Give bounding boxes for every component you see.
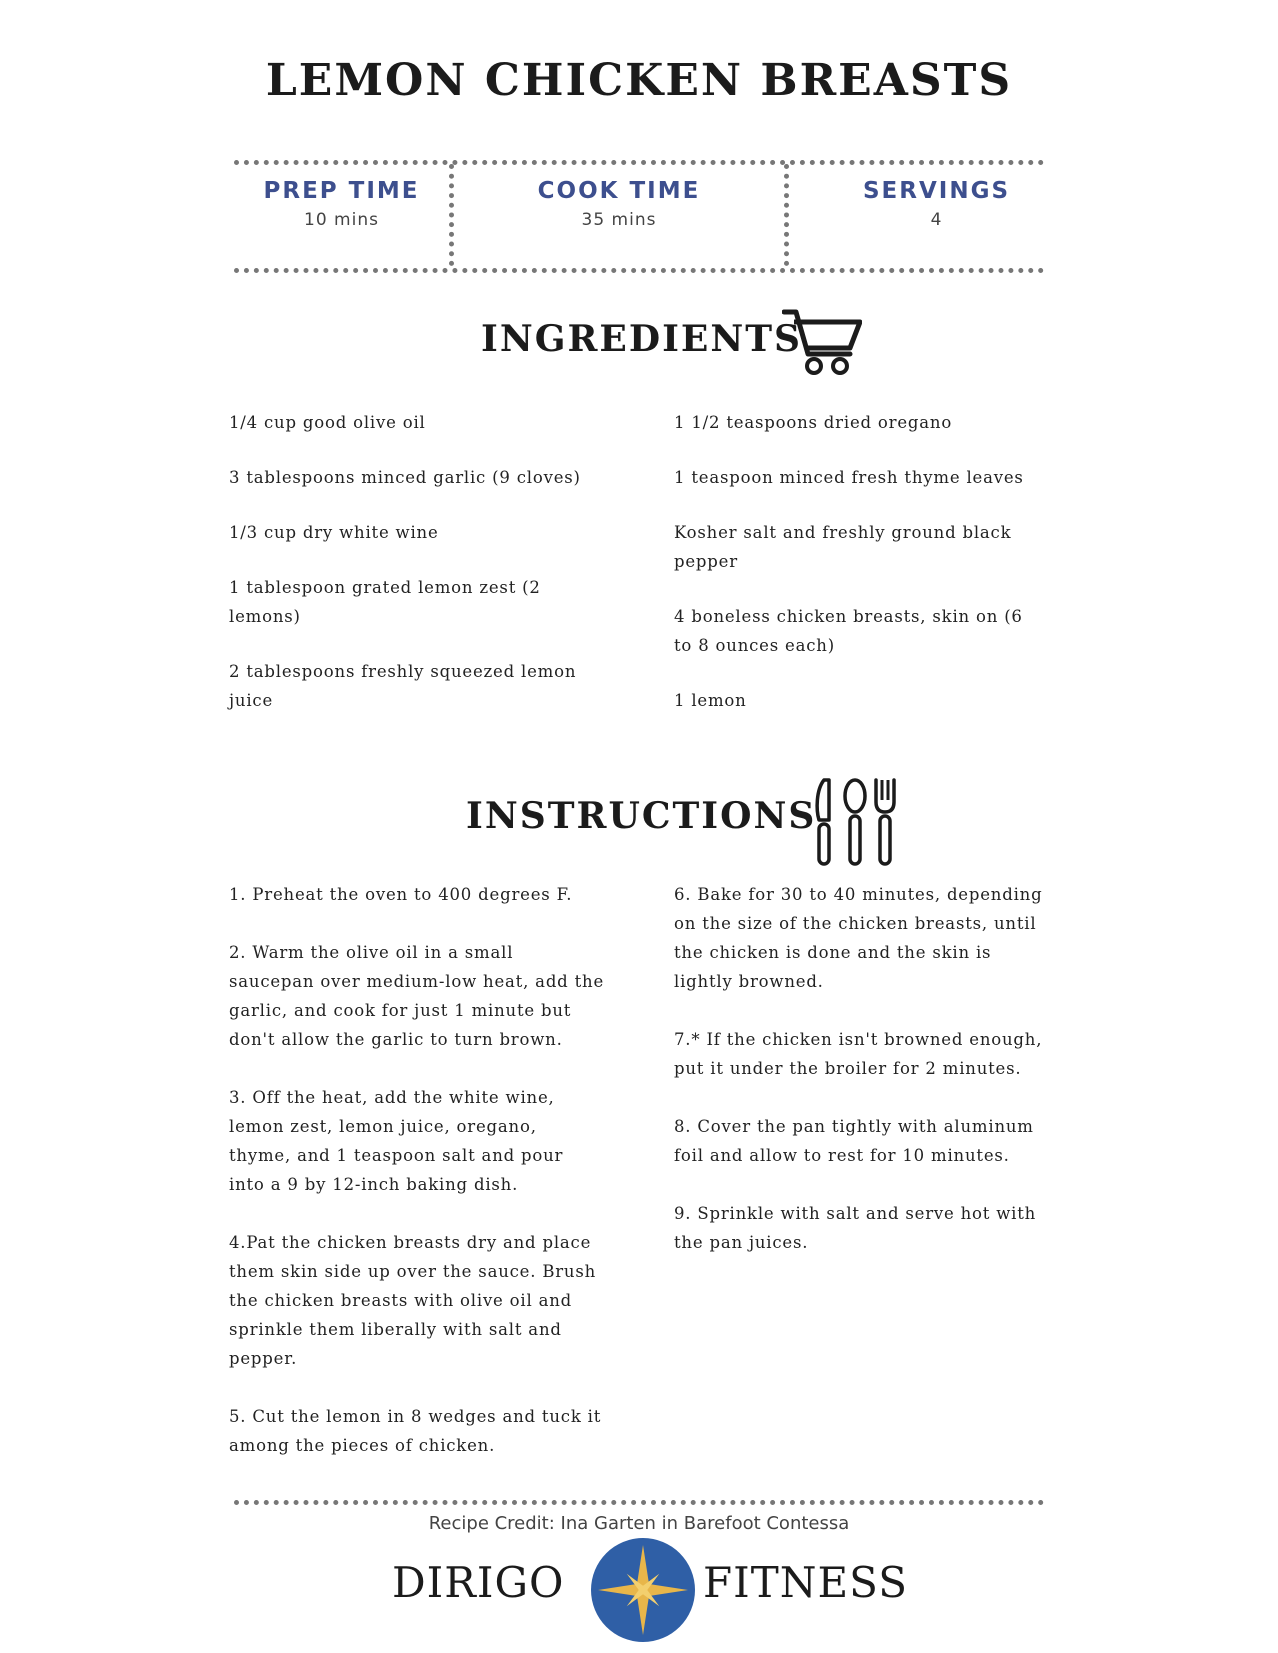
instruction-step: 9. Sprinkle with salt and serve hot with the pan juices. [674, 1204, 1037, 1252]
instruction-step: 2. Warm the olive oil in a small saucepan over medium-low heat, add the garlic, and cook for just 1 minute but don't allow the garlic to turn brown. [229, 943, 605, 1049]
instructions-right-column [674, 880, 1044, 1286]
stats-top-divider [234, 160, 1044, 165]
ingredient-item: 2 tablespoons freshly squeezed lemon juice [229, 662, 577, 710]
ingredient-item: 1/3 cup dry white wine [229, 523, 439, 542]
footer-divider [234, 1500, 1044, 1505]
shopping-cart-icon [782, 308, 862, 376]
cook-time-stat [454, 178, 784, 230]
instruction-step: 3. Off the heat, add the white wine, lemon zest, lemon juice, oregano, thyme, and 1 teaspoon salt and pour into a 9 by 12-inch baking dish. [229, 1088, 564, 1194]
cutlery-icon [812, 776, 898, 868]
ingredient-item: 1/4 cup good olive oil [229, 413, 426, 432]
stats-bottom-divider [234, 268, 1044, 273]
ingredients-left-column [229, 408, 599, 741]
prep-time-stat [234, 178, 449, 230]
ingredients-right-column [674, 408, 1044, 741]
instruction-step: 6. Bake for 30 to 40 minutes, depending on the size of the chicken breasts, until the chicken is done and the skin is lightly browned. [674, 885, 1043, 991]
cook-time-value: 35 mins [581, 210, 657, 230]
recipe-credit: Recipe Credit: Ina Garten in Barefoot Contessa [428, 1513, 850, 1534]
servings-stat [789, 178, 1084, 230]
ingredient-item: Kosher salt and freshly ground black pepper [674, 523, 1012, 571]
brand-name-left: DIRIGO [392, 1558, 565, 1607]
ingredient-item: 3 tablespoons minced garlic (9 cloves) [229, 468, 581, 487]
ingredient-item: 4 boneless chicken breasts, skin on (6 to 8 ounces each) [674, 607, 1023, 655]
ingredient-item: 1 tablespoon grated lemon zest (2 lemons) [229, 578, 541, 626]
instructions-heading: INSTRUCTIONS [466, 795, 817, 837]
ingredient-item: 1 lemon [674, 691, 747, 710]
instruction-step: 8. Cover the pan tightly with aluminum foil and allow to rest for 10 minutes. [674, 1117, 1034, 1165]
ingredient-item: 1 teaspoon minced fresh thyme leaves [674, 468, 1024, 487]
instruction-step: 1. Preheat the oven to 400 degrees F. [229, 885, 573, 904]
ingredient-item: 1 1/2 teaspoons dried oregano [674, 413, 953, 432]
compass-star-logo [590, 1537, 696, 1643]
instruction-step: 4.Pat the chicken breasts dry and place them skin side up over the sauce. Brush the chicken breasts with olive oil and sprinkle them liberally with salt and pepper. [229, 1233, 597, 1368]
servings-label: SERVINGS [862, 178, 1011, 204]
recipe-title: LEMON CHICKEN BREASTS [265, 55, 1013, 106]
prep-time-value: 10 mins [304, 210, 379, 230]
brand-name-right: FITNESS [703, 1558, 908, 1607]
instruction-step: 7.* If the chicken isn't browned enough, put it under the broiler for 2 minutes. [674, 1030, 1043, 1078]
instruction-step: 5. Cut the lemon in 8 wedges and tuck it among the pieces of chicken. [229, 1407, 602, 1455]
prep-time-label: PREP TIME [263, 178, 420, 204]
cook-time-label: COOK TIME [537, 178, 701, 204]
servings-value: 4 [930, 210, 943, 230]
ingredients-heading: INGREDIENTS [481, 318, 803, 360]
instructions-left-column [229, 880, 604, 1489]
